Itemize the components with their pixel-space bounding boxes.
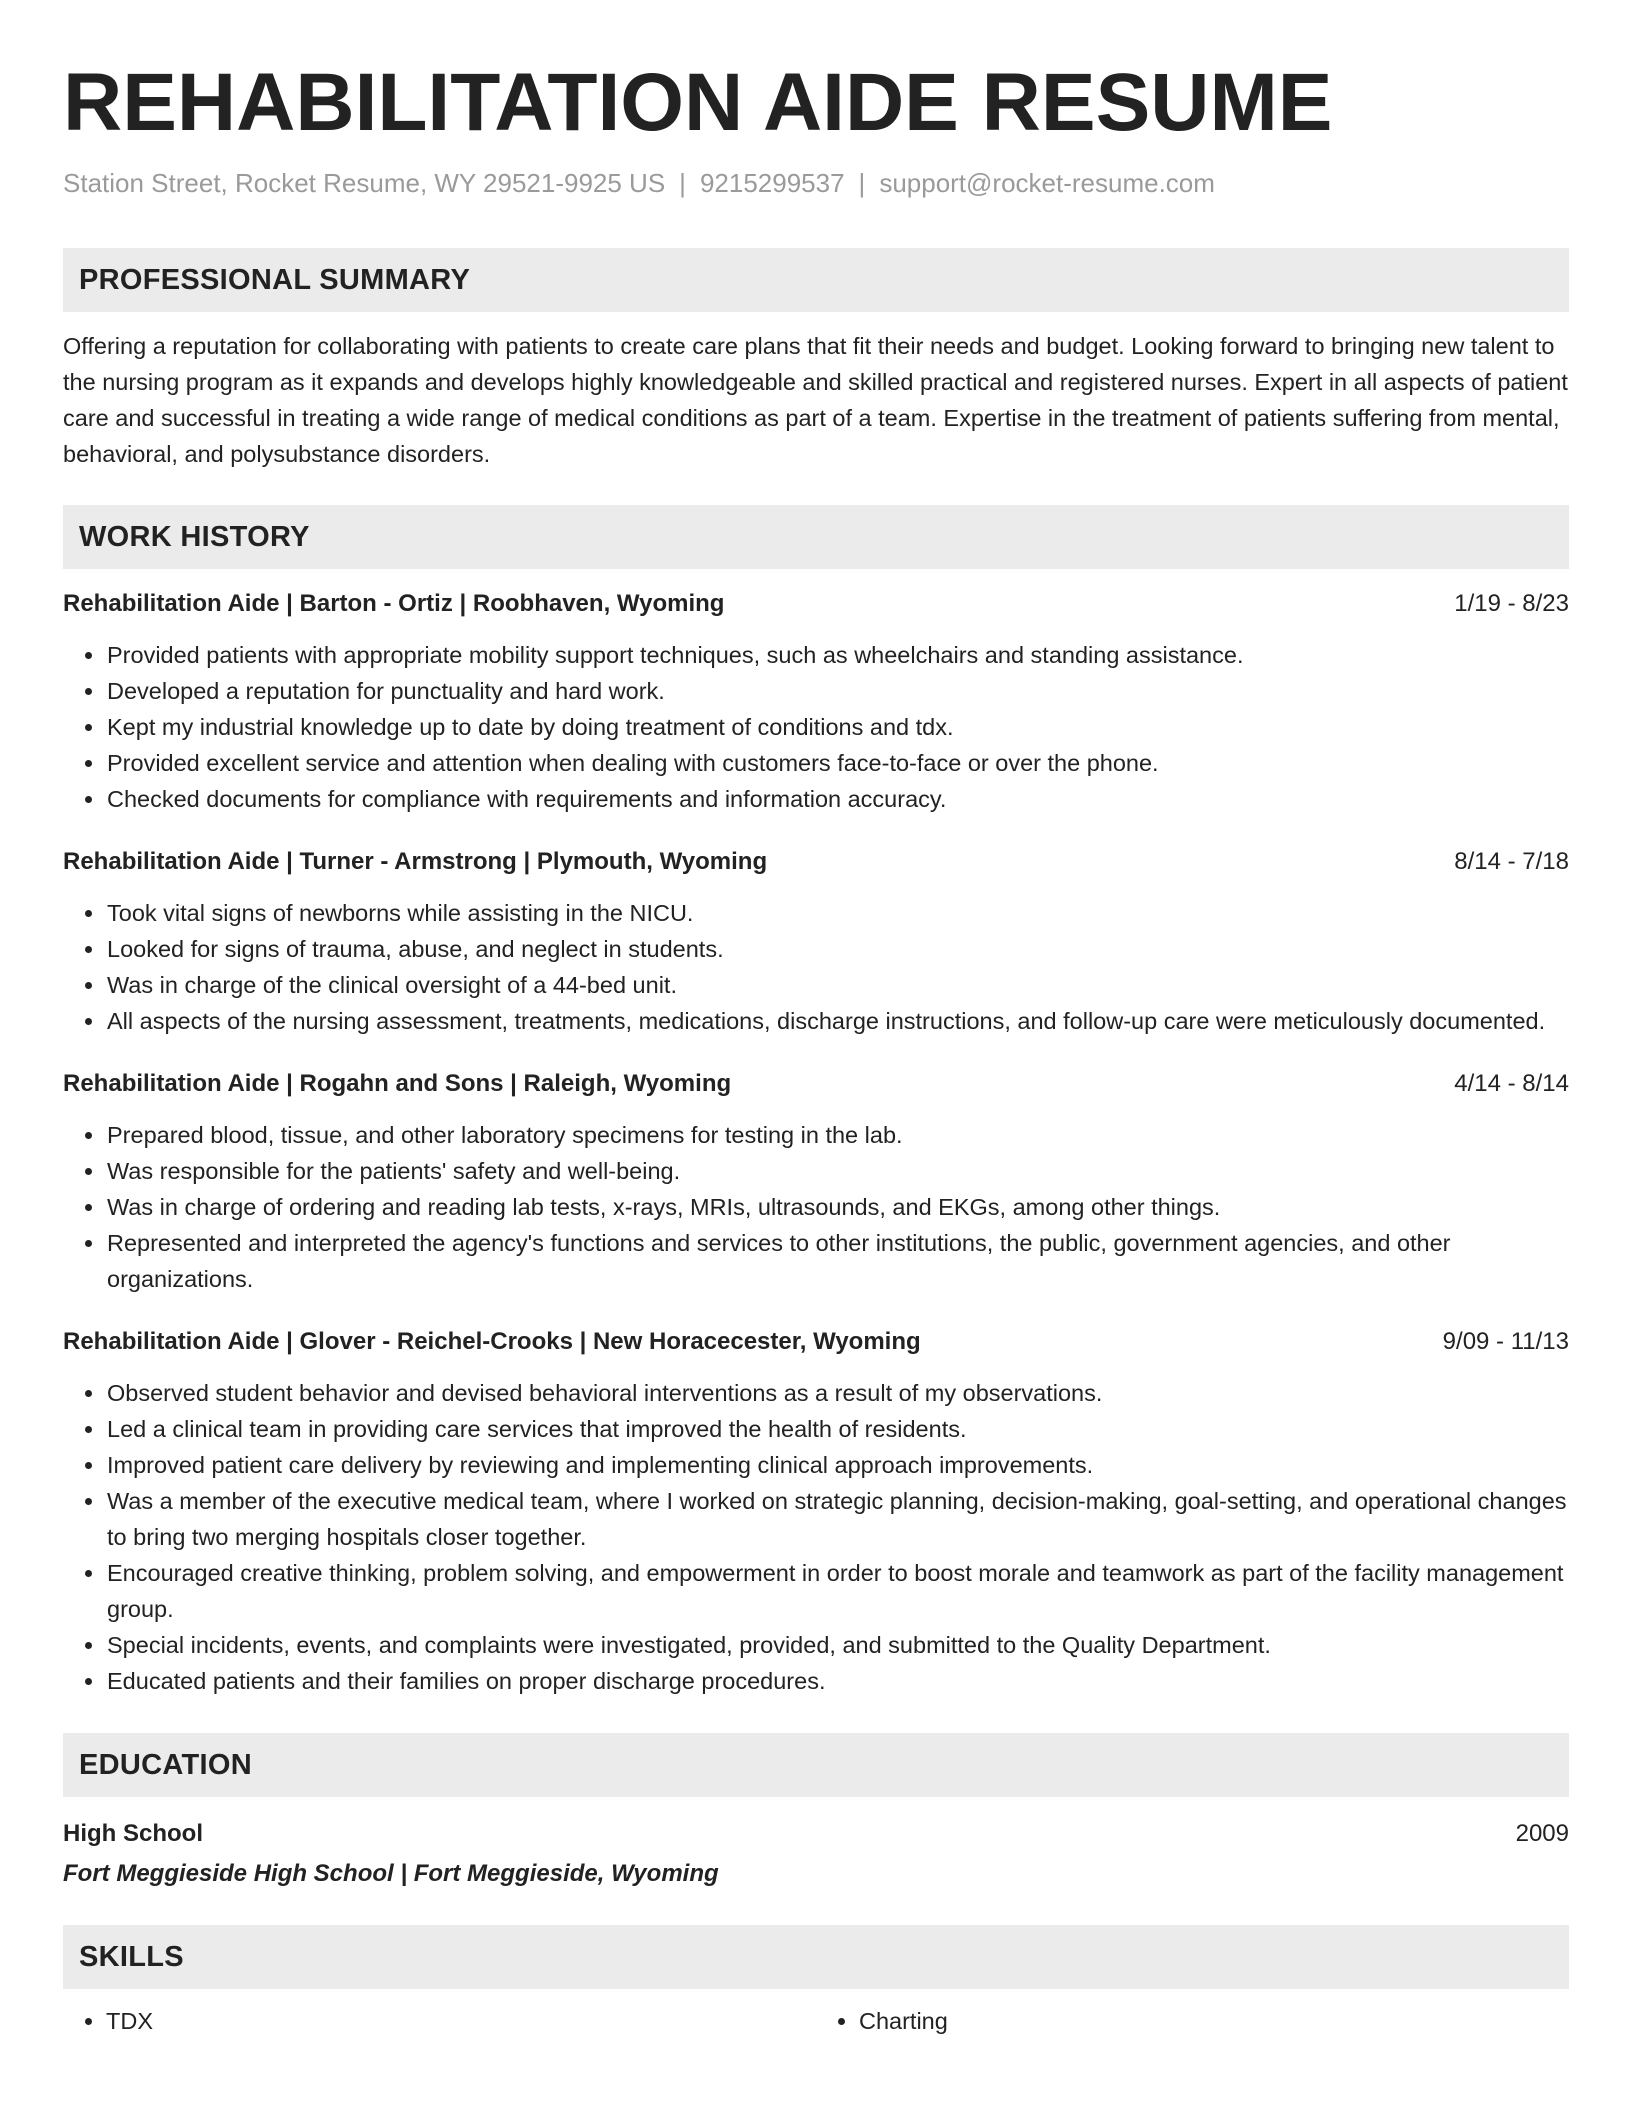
summary-text: Offering a reputation for collaborating with patients to create care plans that fit their needs and budget. Looking forward to bringing new talent to the nursing program as it expands and develops highly knowledgeable and skilled practical and registered nurses. Expert in all aspects of patient care and successful in treating a wide range of medical conditions as part of a team. Expertise in the treatment of patients suffering from mental, behavioral, and polysubstance disorders. xyxy=(63,333,1568,467)
job-title: Rehabilitation Aide | Turner - Armstrong | Plymouth, Wyoming xyxy=(63,848,768,875)
job-bullet: • Special incidents, events, and complaints were investigated, provided, and submitted to the Quality Department. xyxy=(106,1627,1569,1663)
job-bullet: • Was a member of the executive medical team, where I worked on strategic planning, decision-making, goal-setting, and operational changes to bring two merging hospitals closer together. xyxy=(106,1483,1569,1555)
job-bullet: • Looked for signs of trauma, abuse, and neglect in students. xyxy=(106,931,1569,967)
job-title: Rehabilitation Aide | Barton - Ortiz | Roobhaven, Wyoming xyxy=(63,590,725,617)
job-bullet: • Was in charge of the clinical oversight of a 44-bed unit. xyxy=(106,967,1569,1003)
job-bullets xyxy=(63,637,1569,817)
job-bullet: • Was responsible for the patients' safety and well-being. xyxy=(106,1153,1569,1189)
job-dates: 8/14 - 7/18 xyxy=(1454,848,1569,875)
job-bullet: • Educated patients and their families on proper discharge procedures. xyxy=(106,1663,1569,1699)
section-header-summary: PROFESSIONAL SUMMARY xyxy=(63,248,1569,312)
contact-separator: | xyxy=(679,168,686,198)
section-header-work-history: WORK HISTORY xyxy=(63,505,1569,569)
skills-column-left xyxy=(63,2003,816,2039)
skill-item: • Charting xyxy=(859,2003,1569,2039)
skills-column-right xyxy=(816,2003,1569,2039)
job-bullet: • Provided excellent service and attention when dealing with customers face-to-face or over the phone. xyxy=(106,745,1569,781)
job-header xyxy=(63,845,1569,879)
job-bullet: • Kept my industrial knowledge up to date by doing treatment of conditions and tdx. xyxy=(106,709,1569,745)
job-bullets xyxy=(63,1375,1569,1699)
section-header-education: EDUCATION xyxy=(63,1733,1569,1797)
job-bullet: • Was in charge of ordering and reading lab tests, x-rays, MRIs, ultrasounds, and EKGs, among other things. xyxy=(106,1189,1569,1225)
job-entry xyxy=(63,1067,1569,1297)
resume-title: REHABILITATION AIDE RESUME xyxy=(63,57,1333,148)
education-degree: High School xyxy=(63,1820,203,1847)
job-dates: 9/09 - 11/13 xyxy=(1442,1328,1569,1355)
education-header xyxy=(63,1817,1569,1851)
job-bullet: • All aspects of the nursing assessment, treatments, medications, discharge instructions, and follow-up care were meticulously documented. xyxy=(106,1003,1569,1039)
job-entry xyxy=(63,845,1569,1039)
job-entry xyxy=(63,1325,1569,1699)
job-header xyxy=(63,587,1569,621)
job-header xyxy=(63,1325,1569,1359)
job-bullet: • Prepared blood, tissue, and other laboratory specimens for testing in the lab. xyxy=(106,1117,1569,1153)
job-bullet: • Checked documents for compliance with requirements and information accuracy. xyxy=(106,781,1569,817)
job-header xyxy=(63,1067,1569,1101)
job-bullet: • Observed student behavior and devised behavioral interventions as a result of my observations. xyxy=(106,1375,1569,1411)
job-bullets xyxy=(63,895,1569,1039)
job-title: Rehabilitation Aide | Glover - Reichel-Crooks | New Horacecester, Wyoming xyxy=(63,1328,921,1355)
education-school: Fort Meggieside High School | Fort Meggieside, Wyoming xyxy=(63,1860,719,1887)
contact-phone: 9215299537 xyxy=(699,168,845,198)
job-bullet: • Improved patient care delivery by reviewing and implementing clinical approach improvements. xyxy=(106,1447,1569,1483)
skill-item: • TDX xyxy=(106,2003,816,2039)
education-year: 2009 xyxy=(1515,1820,1569,1847)
job-entry xyxy=(63,587,1569,817)
job-bullet: • Represented and interpreted the agency's functions and services to other institutions, the public, government agencies, and other organizations. xyxy=(106,1225,1569,1297)
section-header-skills: SKILLS xyxy=(63,1925,1569,1989)
skills-grid xyxy=(63,2003,1569,2039)
job-bullet: • Encouraged creative thinking, problem solving, and empowerment in order to boost morale and teamwork as part of the facility management group. xyxy=(106,1555,1569,1627)
job-dates: 4/14 - 8/14 xyxy=(1454,1070,1569,1097)
contact-address: Station Street, Rocket Resume, WY 29521-9925 US xyxy=(63,168,666,198)
job-bullet: • Led a clinical team in providing care services that improved the health of residents. xyxy=(106,1411,1569,1447)
job-bullets xyxy=(63,1117,1569,1297)
job-title: Rehabilitation Aide | Rogahn and Sons | Raleigh, Wyoming xyxy=(63,1070,732,1097)
contact-email: support@rocket-resume.com xyxy=(879,168,1215,198)
job-bullet: • Provided patients with appropriate mobility support techniques, such as wheelchairs and standing assistance. xyxy=(106,637,1569,673)
job-bullet: • Took vital signs of newborns while assisting in the NICU. xyxy=(106,895,1569,931)
contact-line xyxy=(63,166,1569,200)
job-bullet: • Developed a reputation for punctuality and hard work. xyxy=(106,673,1569,709)
job-dates: 1/19 - 8/23 xyxy=(1454,590,1569,617)
contact-separator: | xyxy=(858,168,866,198)
